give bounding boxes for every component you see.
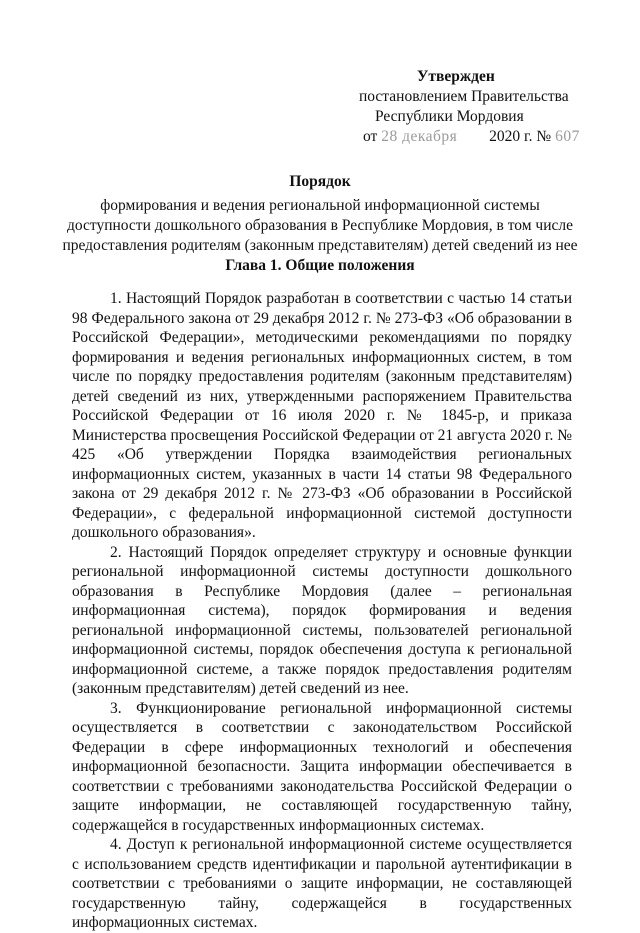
document-title-block [60,172,580,256]
approval-date-stamp: 28 декабря [381,128,458,145]
document-heading: Порядок [289,173,351,190]
paragraph-1: 1. Настоящий Порядок разработан в соответствии с частью 14 статьи 98 Федерального закона от 29 декабря 2012 г. № 273-ФЗ «Об образовании в Российской Федерации», методическими рекомендациями по порядку формирования и ведения региональных информационных систем, в том числе по порядку предоставления родителям (законным представителям) детей сведений из них, утвержденными распоряжением Правительства Российской Федерации от 16 июля 2020 г. № 1845-р, и приказа Министерства просвещения Российской Федерации от 21 августа 2020 г. № 425 «Об утверждении Порядка взаимодействия региональных информационных систем, указанных в части 14 статьи 98 Федерального закона от 29 декабря 2012 г. № 273-ФЗ «Об образовании в Российской Федерации», с федеральной информационной системой доступности дошкольного образования». [72,290,572,541]
approval-number-stamp: 607 [555,128,580,145]
approval-title: Утвержден [417,68,495,85]
approval-date-prefix: от [363,128,378,145]
approval-date-year: 2020 г. № [489,128,552,145]
approval-date-line [355,127,595,147]
chapter-heading: Глава 1. Общие положения [225,257,415,274]
paragraph-4: 4. Доступ к региональной информационной системе осуществляется с использованием средств идентификации и парольной аутентификации в соответствии с требованиями о защите информации, не составляющей государственную тайну, содержащейся в государственных информационных системах. [72,836,572,931]
document-body [72,289,572,933]
document-subtitle: формирования и ведения региональной информационной системы доступности дошкольного образования в Республике Мордовия, в том числе предоставления родителям (законным представителям) детей сведений из нее [62,197,578,254]
approval-issuer-line: постановлением Правительства [359,88,569,105]
paragraph-3: 3. Функционирование региональной информационной системы осуществляется в соответствии с законодательством Российской Федерации в сфере информационных технологий и обеспечения информационной безопасности. Защита информации обеспечивается в соответствии с требованиями законодательства Российской Федерации о защите информации, не составляющей государственную тайну, содержащейся в государственных информационных системах. [72,699,572,834]
approval-block [355,67,595,147]
paragraph-2: 2. Настоящий Порядок определяет структуру и основные функции региональной информационной системы доступности дошкольного образования в Республике Мордовия (далее – региональная информационная система), порядок формирования и ведения региональной информационной системы, пользователей региональной информационной системы, порядок обеспечения доступа к региональной информационной системе, а также порядок предоставления родителям (законным представителям) детей сведений из нее. [72,543,572,697]
approval-region-line: Республики Мордовия [375,108,524,125]
